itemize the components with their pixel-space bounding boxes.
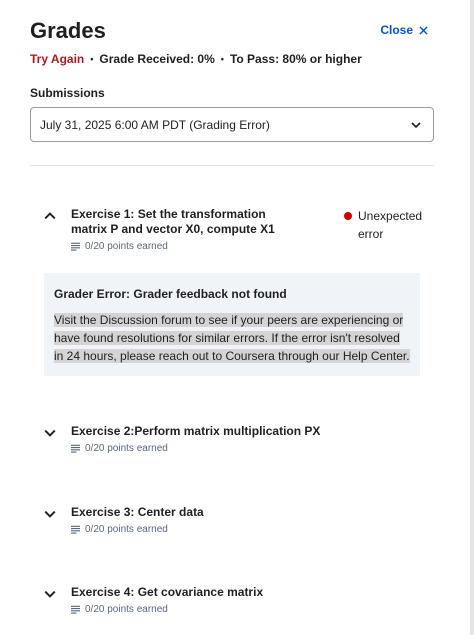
chevron-down-icon[interactable] [44,427,56,439]
exercise-item [44,585,424,615]
error-icon [344,212,352,220]
separator-dot: • [220,54,224,64]
chevron-down-icon[interactable] [44,508,56,520]
exercise-item [44,505,424,535]
list-icon [71,444,80,453]
close-icon [419,26,428,35]
exercise-title[interactable]: Exercise 1: Set the transformation matrix P and vector X0, compute X1 [71,207,275,236]
chevron-down-icon[interactable] [44,588,56,600]
points-earned [71,524,424,535]
grades-header [30,18,440,66]
submission-select[interactable] [30,107,434,142]
submission-selected-value: July 31, 2025 6:00 AM PDT (Grading Error) [40,117,270,132]
exercise-title[interactable]: Exercise 4: Get covariance matrix [71,585,264,599]
feedback-highlighted-text: Visit the Discussion forum to see if your peers are experiencing or have found resolutions for similar errors. If the error isn't resolved in 24 hours, please reach out to Coursera through our Help Center. [54,313,410,363]
grade-status [30,52,440,66]
divider [30,165,434,166]
feedback-text [54,311,410,365]
list-icon [71,605,80,614]
chevron-up-icon[interactable] [44,210,56,222]
exercise-title[interactable]: Exercise 3: Center data [71,505,204,519]
close-button[interactable] [380,23,428,37]
exercise-item [44,207,424,252]
points-text: 0/20 points earned [85,241,168,252]
points-earned [71,604,424,615]
submissions-label: Submissions [30,86,105,100]
exercise-title[interactable]: Exercise 2:Perform matrix multiplication PX [71,424,321,438]
separator-dot: • [90,54,94,64]
points-earned [71,443,424,454]
status-text: Unexpected error [358,209,423,241]
exercise-status [344,207,428,243]
page-title: Grades [30,18,106,43]
points-text: 0/20 points earned [85,604,168,615]
try-again-status: Try Again [30,52,85,66]
chevron-down-icon [411,120,421,130]
feedback-title: Grader Error: Grader feedback not found [54,287,287,301]
points-text: 0/20 points earned [85,524,168,535]
pass-threshold: To Pass: 80% or higher [229,52,362,66]
list-icon [71,242,80,251]
exercise-item [44,424,424,454]
scrollbar[interactable] [470,0,474,635]
grader-feedback-panel [44,273,420,376]
grade-received: Grade Received: 0% [99,52,215,66]
points-text: 0/20 points earned [85,443,168,454]
close-label: Close [380,23,413,37]
list-icon [71,525,80,534]
